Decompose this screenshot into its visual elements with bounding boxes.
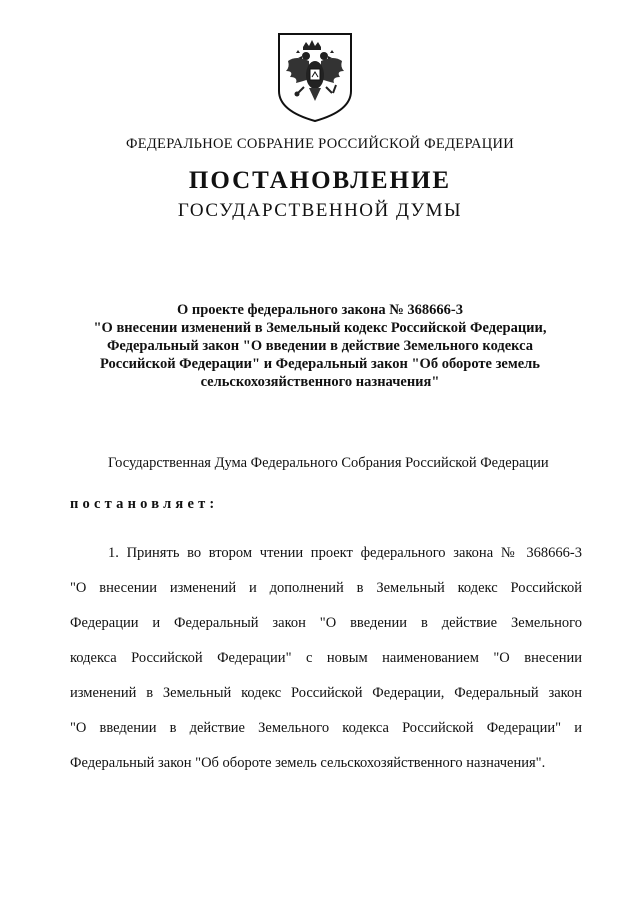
subject-line: "О внесении изменений в Земельный кодекс Российской Федерации,	[93, 320, 547, 336]
decree-subject	[60, 301, 580, 391]
subject-line: Федеральный закон "О введении в действие Земельного кодекса	[106, 338, 534, 354]
assembly-heading: ФЕДЕРАЛЬНОЕ СОБРАНИЕ РОССИЙСКОЙ ФЕДЕРАЦИИ	[125, 136, 515, 152]
resolves-text: постановляет:	[70, 496, 219, 512]
paragraph-line: "О введении в действие Земельного кодекса Российской Федерации" и	[70, 720, 582, 736]
paragraph-line: кодекса Российской Федерации" с новым наименованием "О внесении	[70, 650, 582, 666]
preamble-text: Государственная Дума Федерального Собрания Российской Федерации	[108, 455, 549, 471]
decree-subtitle: ГОСУДАРСТВЕННОЙ ДУМЫ	[177, 200, 463, 221]
coat-of-arms-icon	[276, 31, 354, 123]
decree-title: ПОСТАНОВЛЕНИЕ	[188, 167, 452, 194]
paragraph-line: Федерации и Федеральный закон "О введении в действие Земельного	[70, 615, 582, 631]
paragraph-line: Федеральный закон "Об обороте земель сельскохозяйственного назначения".	[70, 755, 546, 771]
subject-line: сельскохозяйственного назначения"	[200, 374, 440, 390]
decree-item-1	[70, 544, 582, 789]
paragraph-line: "О внесении изменений и дополнений в Земельный кодекс Российской	[70, 580, 582, 596]
paragraph-line: 1. Принять во втором чтении проект федерального закона № 368666-3	[108, 545, 582, 561]
subject-line: Российской Федерации" и Федеральный закон "Об обороте земель	[100, 356, 540, 372]
paragraph-line: изменений в Земельный кодекс Российской Федерации, Федеральный закон	[70, 685, 582, 701]
subject-line: О проекте федерального закона № 368666-3	[176, 302, 464, 318]
